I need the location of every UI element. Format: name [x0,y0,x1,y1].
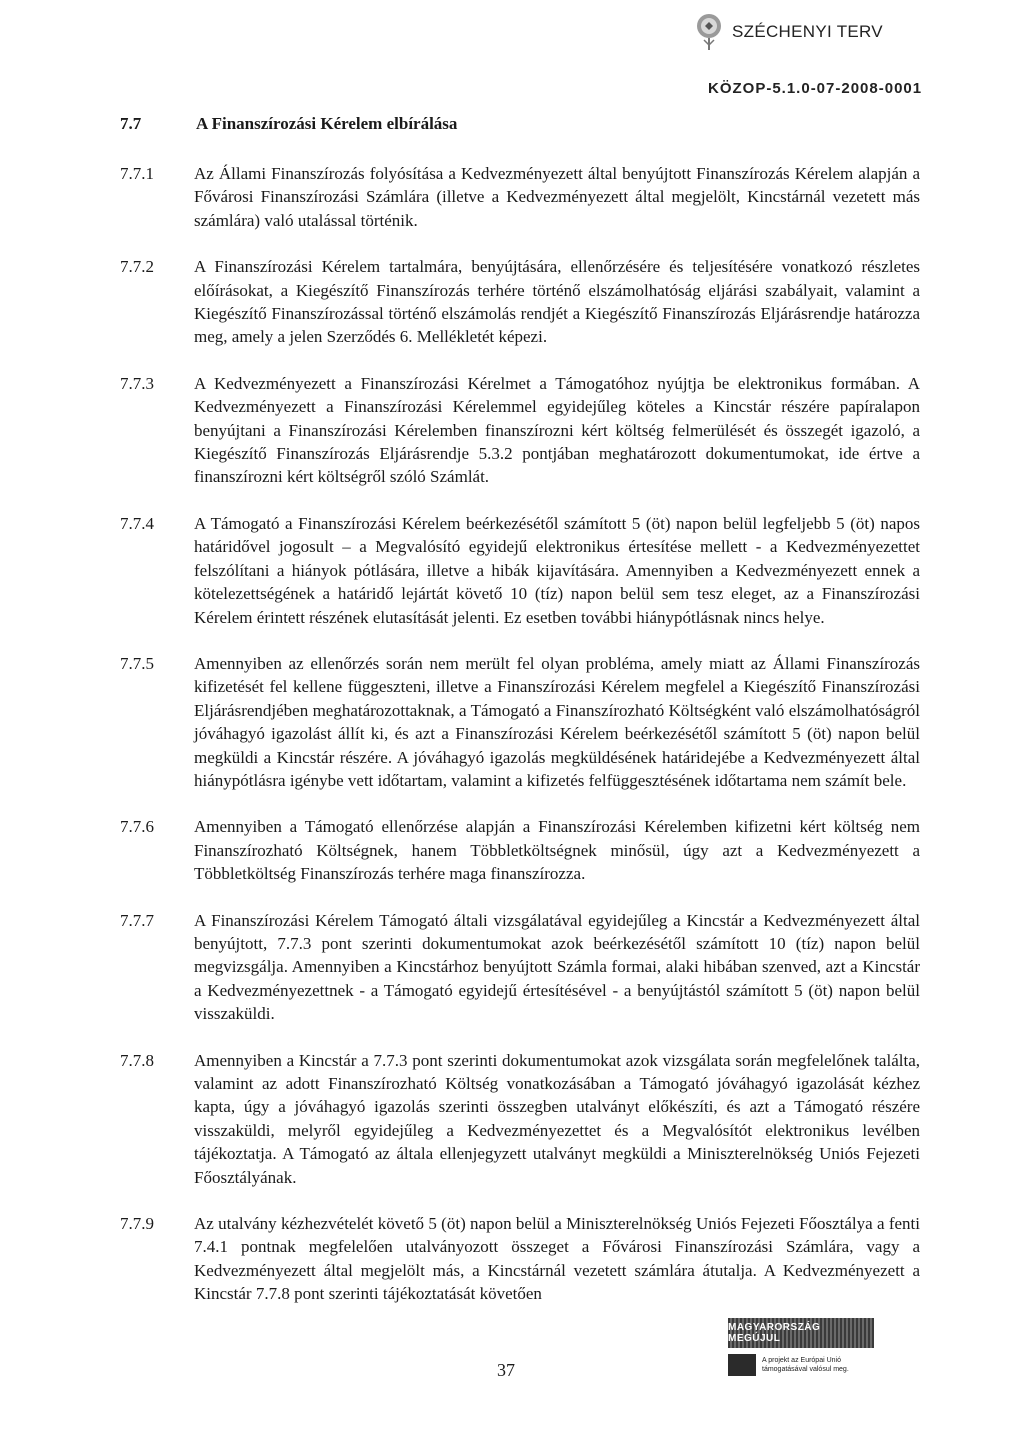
document-code: KÖZOP-5.1.0-07-2008-0001 [708,80,923,97]
paragraph-number: 7.7.9 [120,1214,154,1234]
paragraph-number: 7.7.4 [120,513,154,533]
paragraph-number: 7.7.5 [120,653,154,673]
paragraph-7-7-4 [120,512,920,629]
eu-banner: MAGYARORSZÁG MEGÚJUL [728,1318,874,1348]
eu-funding-note: A projekt az Európai Unió támogatásával valósul meg. [762,1357,849,1373]
paragraph-7-7-7 [120,909,920,1026]
section-heading [120,114,457,134]
paragraph-text: A Finanszírozási Kérelem Támogató általi vizsgálatával egyidejűleg a Kincstár a Kedvezményezett által benyújtott, 7.7.3 pont szerinti dokumentumokat azok beérkezésétől számított 10 (tíz) napon belül megvizsgálja. Amennyiben a Kincstárhoz benyújtott Számla formai, alaki hibában szenved, azt a Kincstár a Kedvezményezettnek - a Támogató egyidejű értesítésével - a benyújtástól számított 5 (öt) napon belül visszaküldi. [194,910,920,1024]
paragraph-text: A Támogató a Finanszírozási Kérelem beérkezésétől számított 5 (öt) napon belül legfeljebb 5 (öt) napos határidővel jogosult – a Megvalósító egyidejű elektronikus értesítése mellett - a Kedvezményezettet felszólítani a hiányok pótlására, illetve a hibák kijavítására. Amennyiben a Kedvezményezett ennek a kötelezettségének a határidő lejártát követő 10 (tíz) napon belül sem tesz eleget, az a Finanszírozási Kérelem érintett részének elutasítását jelenti. Ez esetben további hiánypótlásnak nincs helye. [194,513,920,627]
paragraph-text: Az Állami Finanszírozás folyósítása a Kedvezményezett által benyújtott Finanszírozás Kérelem alapján a Fővárosi Finanszírozási Számlára (illetve a Kedvezményezett által megjelölt, Kincstárnál vezetett más számlára) való utalással történik. [194,164,920,230]
paragraph-7-7-6 [120,815,920,885]
paragraph-text: Az utalvány kézhezvételét követő 5 (öt) napon belül a Miniszterelnökség Uniós Fejezeti Főosztálya a fenti 7.4.1 pontnak megfelelően utalványozott összeget a Fővárosi Finanszírozási Számlára, vagy a Kedvezményezett által megjelölt más, a Kincstárnál vezetett számlára átutalja. A Kedvezményezett a Kincstár 7.7.8 pont szerinti tájékoztatását követően [194,1214,920,1304]
paragraph-text: Amennyiben a Kincstár a 7.7.3 pont szerinti dokumentumokat azok vizsgálata során megfelelőnek találta, valamint az adott Finanszírozható Költség vonatkozásában a Támogató jóváhagyó igazolását kézhez kapta, úgy a jóváhagyó igazolás szerinti összegben utalványt előkészíti, és azt a Támogató részére visszaküldi, melyről egyidejűleg a Kedvezményezettet és a Megvalósítót elektronikus levélben tájékoztatja. A Támogató az általa ellenjegyzett utalványt megküldi a Miniszterelnökség Uniós Fejezeti Főosztályának. [194,1050,920,1187]
section-title: A Finanszírozási Kérelem elbírálása [196,114,458,133]
paragraph-number: 7.7.8 [120,1050,154,1070]
szechenyi-emblem-icon [694,12,724,52]
szechenyi-terv-logo [694,12,883,52]
brand-name: SZÉCHENYI TERV [732,22,883,41]
paragraph-7-7-2 [120,255,920,349]
section-number: 7.7 [120,114,142,133]
paragraph-text: A Finanszírozási Kérelem tartalmára, benyújtására, ellenőrzésére és teljesítésére vonatkozó részletes előírásokat, a Kiegészítő Finanszírozás terhére történő elszámolhatóság eljárási szabályait, valamint a Kiegészítő Finanszírozással történő elszámolás rendjét a Kiegészítő Finanszírozás Eljárásrendje határozza meg, amely a jelen Szerződés 6. Mellékletét képezi. [194,257,920,347]
paragraph-7-7-3 [120,372,920,489]
paragraph-text: Amennyiben a Támogató ellenőrzése alapján a Finanszírozási Kérelemben kifizetni kért költség nem Finanszírozható Költségnek, hanem Többletköltségnek minősül, úgy azt a Kedvezményezett a Többletköltség Finanszírozás terhére maga finanszírozza. [194,817,920,884]
paragraph-number: 7.7.3 [120,373,154,393]
paragraph-7-7-9 [120,1212,920,1306]
paragraph-7-7-5 [120,652,920,792]
paragraph-7-7-8 [120,1049,920,1189]
document-body [120,162,920,1329]
paragraph-number: 7.7.6 [120,817,154,837]
paragraph-text: Amennyiben az ellenőrzés során nem merült fel olyan probléma, amely miatt az Állami Finanszírozás kifizetését fel kellene függeszteni, illetve a Finanszírozási Kérelem megfelel a Kiegészítő Finanszírozási Eljárásrendjében meghatározottaknak, a Támogató a Finanszírozható Költségként való elszámolhatóságról jóváhagyó igazolást állít ki, és azt a Finanszírozási Kérelem beérkezésétől számított 5 (öt) napon belül megküldi a Kincstár részére. A jóváhagyó igazolás megküldésének határidejébe a Kedvezményezett által hiánypótlásra igénybe vett időtartam, valamint a kifizetés felfüggesztésének időtartama nem számít bele. [194,653,920,790]
eu-flag-icon [728,1354,756,1376]
paragraph-number: 7.7.2 [120,257,154,277]
page-number: 37 [497,1360,515,1380]
paragraph-number: 7.7.1 [120,164,154,183]
paragraph-number: 7.7.7 [120,910,154,930]
paragraph-7-7-1 [120,162,920,232]
paragraph-text: A Kedvezményezett a Finanszírozási Kérelmet a Támogatóhoz nyújtja be elektronikus formában. A Kedvezményezett a Finanszírozási Kérelemmel egyidejűleg köteles a Kincstár részére papíralapon benyújtani a Finanszírozási Kérelemben finanszírozni kért költség felmerülését és összegét igazoló, a Kiegészítő Finanszírozás Eljárásrendje 5.3.2 pontjában meghatározott dokumentumokat, ide értve a finanszírozni kért költségről szóló Számlát. [194,373,920,487]
